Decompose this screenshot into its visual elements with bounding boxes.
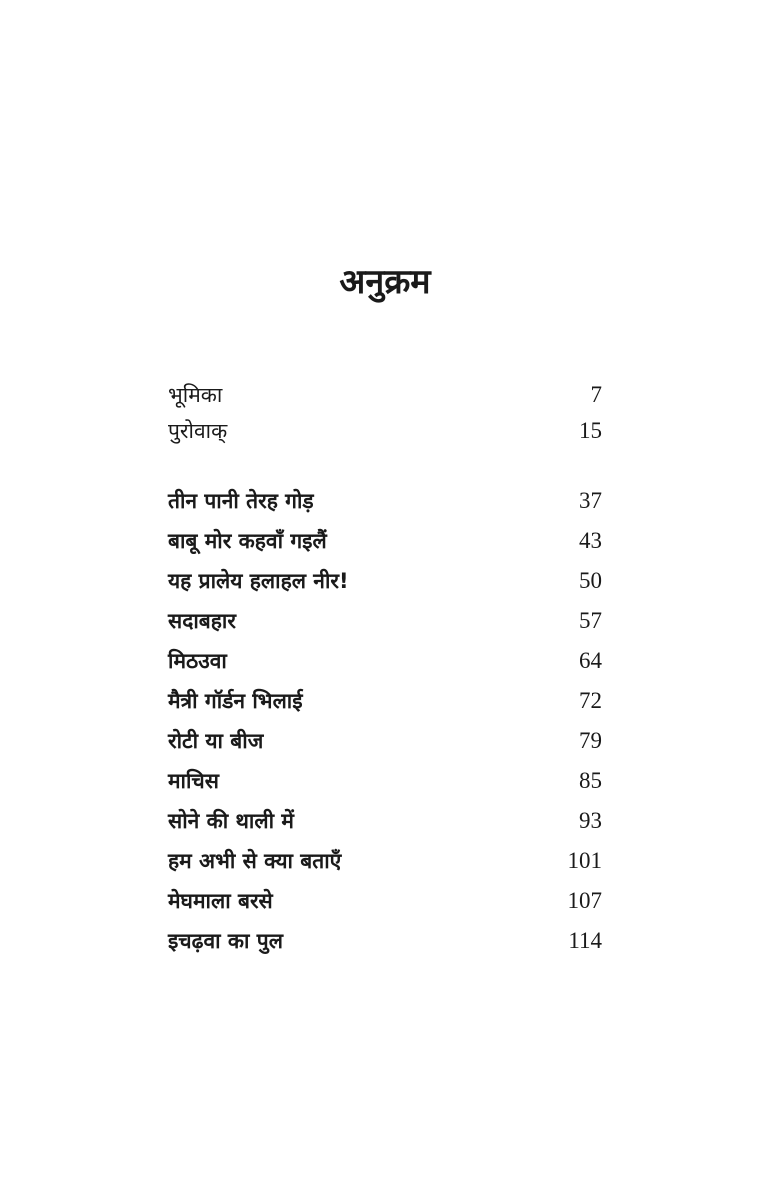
toc-row	[168, 801, 602, 841]
toc-entry-title: हम अभी से क्या बताएँ	[168, 849, 342, 873]
toc-entry-page: 114	[568, 928, 602, 953]
toc-entry-title: मैत्री गॉर्डन भिलाई	[168, 689, 303, 713]
toc-row	[168, 761, 602, 801]
toc-row	[168, 521, 602, 561]
toc-entry-title: रोटी या बीज	[168, 729, 264, 753]
toc-entry-page: 93	[579, 808, 602, 833]
toc-entry-page: 43	[579, 528, 602, 553]
toc-entry-title: यह प्रालेय हलाहल नीर!	[168, 569, 349, 593]
toc-entry-title: भूमिका	[168, 383, 223, 407]
toc-row	[168, 481, 602, 521]
toc-entry-title: सदाबहार	[168, 609, 236, 633]
front-matter-list	[168, 377, 602, 449]
toc-entry-page: 85	[579, 768, 602, 793]
toc-entry-page: 15	[579, 418, 602, 443]
toc-entry-page: 50	[579, 568, 602, 593]
toc-entry-page: 72	[579, 688, 602, 713]
page-title: अनुक्रम	[339, 262, 431, 302]
toc-row	[168, 641, 602, 681]
toc-row	[168, 921, 602, 961]
toc-entry-page: 64	[579, 648, 602, 673]
toc-row	[168, 841, 602, 881]
toc-row	[168, 413, 602, 449]
toc-entry-page: 57	[579, 608, 602, 633]
toc-row	[168, 721, 602, 761]
toc-entry-title: मेघमाला बरसे	[168, 889, 273, 913]
toc-entry-title: इचढ़वा का पुल	[168, 929, 283, 953]
toc-entry-page: 7	[590, 382, 602, 407]
toc-entry-title: सोने की थाली में	[168, 809, 294, 833]
toc-entry-title: बाबू मोर कहवाँ गइलैं	[168, 529, 327, 553]
toc-entry-title: पुरोवाक्	[168, 419, 228, 443]
toc-entry-title: मिठउवा	[168, 649, 227, 673]
toc-entry-page: 79	[579, 728, 602, 753]
toc-row	[168, 601, 602, 641]
chapter-list	[168, 481, 602, 961]
toc-row	[168, 881, 602, 921]
toc-row	[168, 377, 602, 413]
toc-entry-page: 107	[567, 888, 602, 913]
toc-entry-title: माचिस	[168, 769, 219, 793]
toc-row	[168, 561, 602, 601]
toc-entry-title: तीन पानी तेरह गोड़	[168, 489, 314, 513]
toc-row	[168, 681, 602, 721]
toc-entry-page: 37	[579, 488, 602, 513]
toc-entry-page: 101	[567, 848, 602, 873]
